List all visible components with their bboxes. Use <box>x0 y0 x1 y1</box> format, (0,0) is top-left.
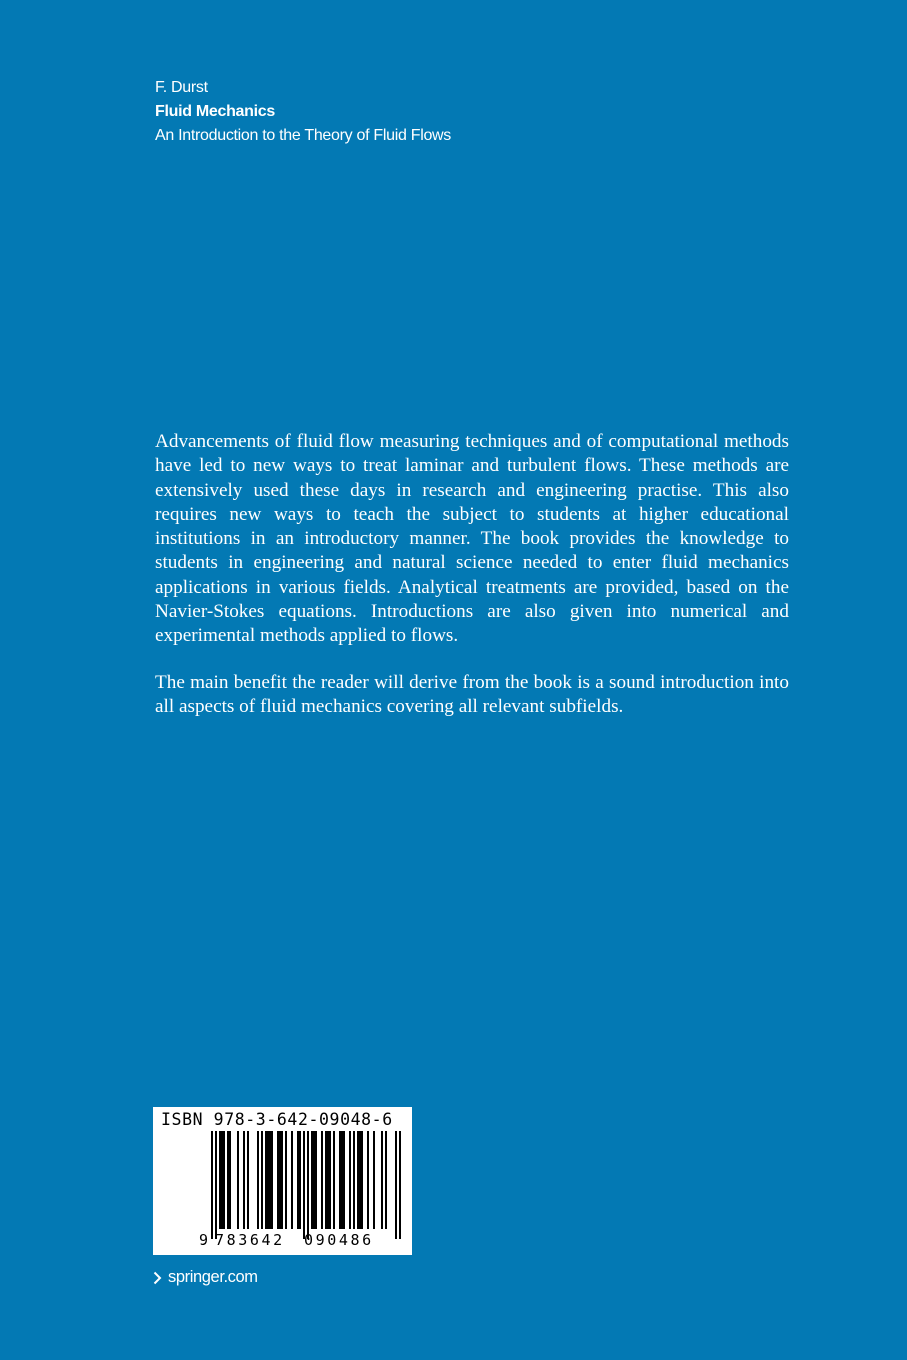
description-paragraph-2: The main benefit the reader will derive from the book is a sound introduction into all aspects of fluid mechanics covering all relevant subfields. <box>155 671 789 717</box>
barcode-bar <box>215 1131 217 1239</box>
barcode-bar <box>315 1131 317 1229</box>
barcode-bar <box>211 1131 213 1239</box>
barcode-bar <box>219 1131 221 1229</box>
barcode-bar <box>277 1131 279 1229</box>
book-subtitle: An Introduction to the Theory of Fluid Flows <box>155 127 451 144</box>
barcode-bar <box>341 1131 343 1229</box>
barcode-bar <box>229 1131 231 1229</box>
barcode-bar <box>221 1131 223 1229</box>
barcode-bar <box>269 1131 271 1229</box>
barcode-bar <box>303 1131 305 1239</box>
barcode-bar <box>361 1131 363 1229</box>
barcode-bar <box>299 1131 301 1229</box>
barcode-bar <box>359 1131 361 1229</box>
barcode-bar <box>311 1131 313 1229</box>
barcode-bar <box>267 1131 269 1229</box>
barcode-bar <box>313 1131 315 1229</box>
barcode-bar <box>381 1131 383 1229</box>
barcode-bar <box>367 1131 369 1229</box>
author-name: F. Durst <box>155 79 208 96</box>
isbn-label: ISBN 978-3-642-09048-6 <box>161 1110 393 1129</box>
barcode-bar <box>327 1131 329 1229</box>
barcode-bar <box>321 1131 323 1229</box>
barcode-bar <box>343 1131 345 1229</box>
barcode-bar <box>281 1131 283 1229</box>
barcode-bar <box>395 1131 397 1239</box>
barcode-bar <box>237 1131 239 1229</box>
publisher-link[interactable] <box>153 1268 258 1287</box>
publisher-website: springer.com <box>168 1268 258 1286</box>
barcode-bar <box>297 1131 299 1229</box>
barcode-bar <box>243 1131 245 1229</box>
barcode-bar <box>329 1131 331 1229</box>
barcode-bar <box>339 1131 341 1229</box>
barcode-bar <box>385 1131 387 1229</box>
barcode-bar <box>271 1131 273 1229</box>
barcode-bar <box>353 1131 355 1229</box>
book-header <box>155 76 451 148</box>
barcode-bar <box>279 1131 281 1229</box>
ean-left-digits: 783642 <box>215 1231 285 1249</box>
ean-right-digits: 090486 <box>304 1231 374 1249</box>
barcode-bar <box>373 1131 375 1229</box>
barcode-bar <box>247 1131 249 1229</box>
isbn-barcode <box>153 1107 412 1255</box>
barcode-bar <box>257 1131 259 1229</box>
barcode-bar <box>261 1131 263 1229</box>
barcode-bar <box>399 1131 401 1239</box>
barcode-bar <box>333 1131 335 1229</box>
book-title: Fluid Mechanics <box>155 103 275 120</box>
book-description <box>155 430 789 741</box>
barcode-bar <box>227 1131 229 1229</box>
barcode-bar <box>307 1131 309 1239</box>
barcode-bar <box>291 1131 293 1229</box>
chevron-right-icon <box>153 1271 162 1285</box>
description-paragraph-1: Advancements of fluid flow measuring techniques and of computational methods have led to new ways to treat laminar and turbulent flows. These methods are extensively used these days in research and engineering practise. This also requires new ways to teach the subject to students at higher educational institutions in an introductory manner. The book provides the knowledge to students in engineering and natural science needed to enter fluid mechanics applications in various fields. Analytical treatments are provided, based on the Navier-Stokes equations. Introductions are also given into numerical and experimental methods applied to flows. <box>155 431 789 647</box>
ean-first-digit: 9 <box>199 1231 209 1249</box>
barcode-bar <box>265 1131 267 1229</box>
barcode-bar <box>357 1131 359 1229</box>
barcode-bar <box>349 1131 351 1229</box>
barcode-bar <box>223 1131 225 1229</box>
barcode-bar <box>325 1131 327 1229</box>
barcode-bar <box>285 1131 287 1229</box>
